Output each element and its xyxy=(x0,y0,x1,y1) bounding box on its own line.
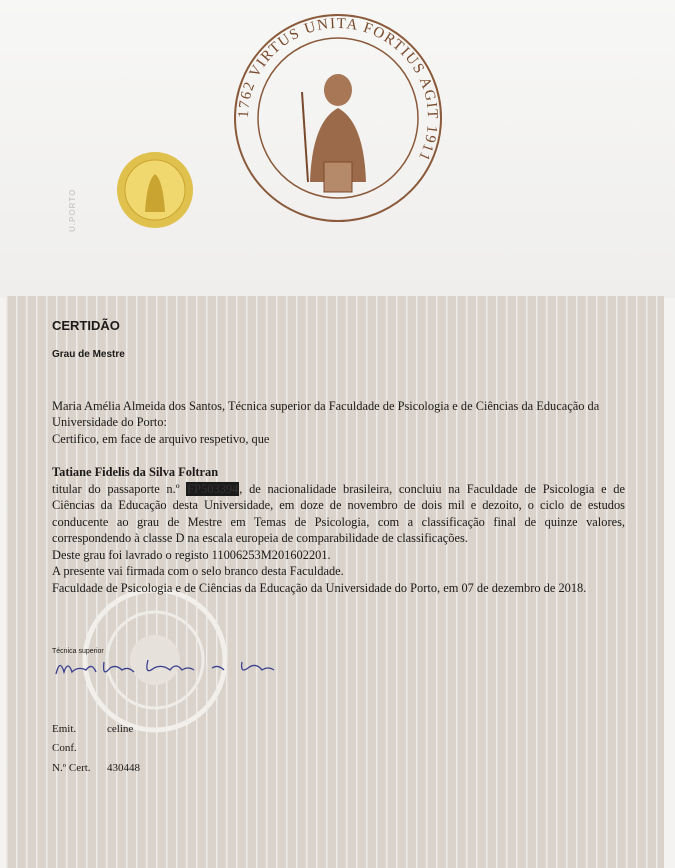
small-seal-text: U.PORTO xyxy=(68,188,77,232)
body-line xyxy=(52,481,625,498)
cert-number-label: N.º Cert. xyxy=(52,762,91,774)
place-date-line: Faculdade de Psicologia e de Ciências da Educação da Universidade do Porto, em 07 de dezembro de 2018. xyxy=(52,581,587,595)
document-subtitle: Grau de Mestre xyxy=(52,349,125,360)
body-line: Ciências da Educação desta Universidade, em doze de novembro de dois mil e dezoito, o ciclo de estudos xyxy=(52,498,625,512)
emit-value: celine xyxy=(107,723,134,735)
emit-label: Emit. xyxy=(52,723,77,735)
seal-legend: 1762 VIRTUS UNITA FORTIUS AGIT 1911 xyxy=(235,15,441,164)
body-line: correspondendo à classe D na escala europeia de comparabilidade de classificações. xyxy=(52,531,468,545)
conf-label: Conf. xyxy=(52,742,77,754)
seal-line: A presente vai firmada com o selo branco desta Faculdade. xyxy=(52,564,344,578)
intro-line: Universidade do Porto: xyxy=(52,415,167,429)
gold-seal xyxy=(115,150,195,230)
intro-line: Maria Amélia Almeida dos Santos, Técnica superior da Faculdade de Psicologia e de Ciências da Educação da xyxy=(52,399,600,413)
body-text: , de nacionalidade brasileira, concluiu na Faculdade de Psicologia e de xyxy=(239,482,625,496)
intro-line: Certifico, em face de arquivo respetivo, que xyxy=(52,432,270,446)
handwritten-signature xyxy=(52,654,292,682)
university-seal xyxy=(232,12,444,224)
body-text: titular do passaporte n.º xyxy=(52,482,187,496)
body-line: conducente ao grau de Mestre em Temas de Psicologia, com a classificação final de quinze valores, xyxy=(52,515,625,529)
passport-number-redacted: FP503394 xyxy=(187,482,239,496)
document-title: CERTIDÃO xyxy=(52,318,120,333)
signer-role: Técnica superior xyxy=(52,648,104,655)
cert-number-value: 430448 xyxy=(107,762,140,774)
registo-line: Deste grau foi lavrado o registo 11006253M201602201. xyxy=(52,548,331,562)
graduate-name: Tatiane Fidelis da Silva Foltran xyxy=(52,465,219,479)
